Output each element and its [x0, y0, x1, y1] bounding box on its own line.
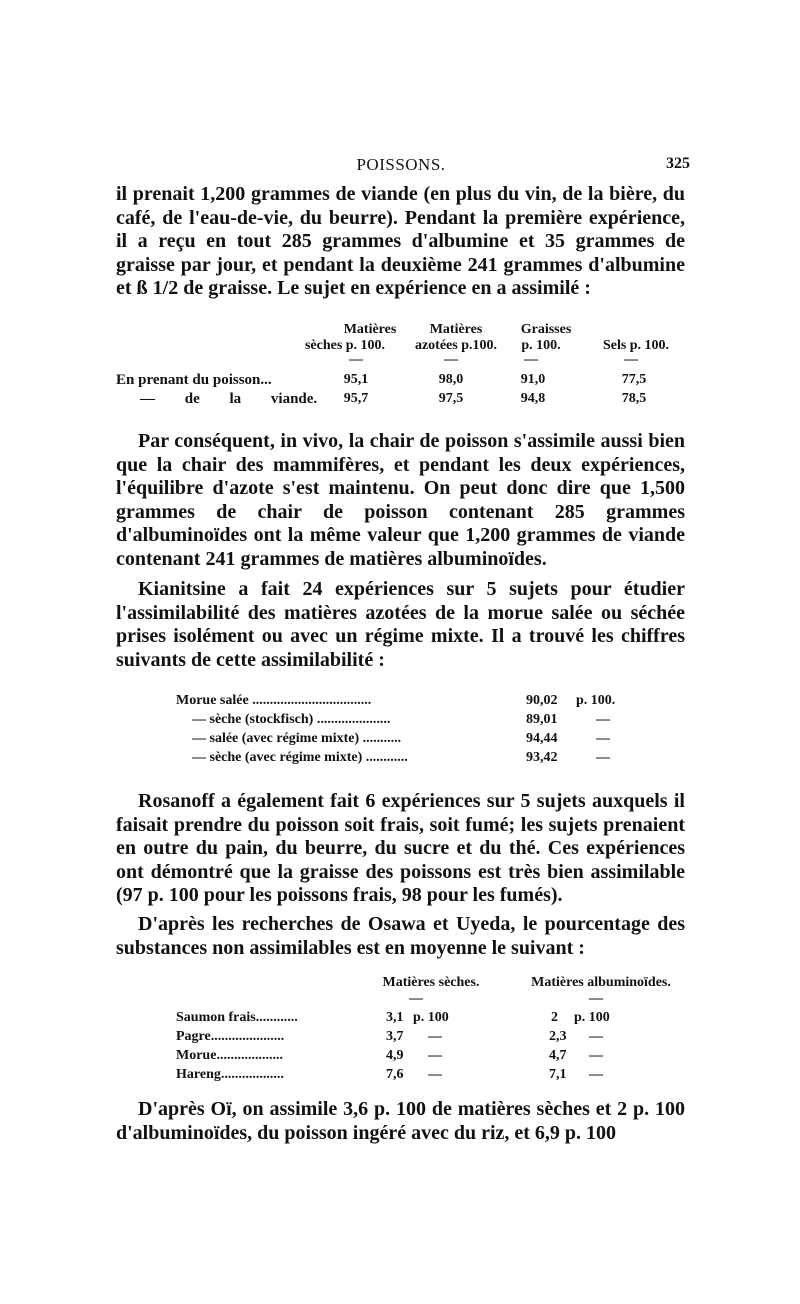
paragraph-1: il prenait 1,200 grammes de viande (en plus du vin, de la bière, du café, de l'eau-de-vie, du beurre). Pendant la première expérience, il a reçu en tout 285 grammes d'albumine et 35 grammes de graisse par jour, et pendant la deuxième 241 grammes d'albumine et ß 1/2 de graisse. Le sujet en expérience en a assimilé :: [116, 183, 685, 299]
header-col1-line1: Matières: [343, 322, 397, 337]
dash-col3: —: [524, 352, 538, 367]
header-col2-line2: azotées p.100.: [414, 338, 498, 353]
t2-row2-unit: —: [596, 712, 610, 727]
t3-header-col2: Matières albuminoïdes.: [531, 975, 671, 990]
header-col3-line2: p. 100.: [521, 338, 561, 353]
t2-row2: [192, 712, 516, 728]
t2-row3-leaders: ...........: [359, 731, 402, 746]
t2-row1-label: Morue salée: [176, 693, 249, 708]
t3-row3-u1: —: [428, 1048, 442, 1063]
t2-row3-label: — salée (avec régime mixte): [192, 731, 360, 746]
dash-col2: —: [444, 352, 458, 367]
t2-row4-value: 93,42: [526, 750, 558, 765]
t3-row1-v2: 2: [551, 1010, 558, 1025]
t3-row2-label: Pagre: [176, 1029, 211, 1044]
running-title: POISSONS.: [356, 155, 446, 174]
t3-dash-col2: —: [589, 991, 603, 1006]
t3-row2-v2: 2,3: [549, 1029, 567, 1044]
row1-label: En prenant du poisson...: [116, 372, 272, 388]
dash-col4: —: [624, 352, 638, 367]
t3-row1-u1: p. 100: [413, 1010, 449, 1025]
t3-row1-u2: p. 100: [574, 1010, 610, 1025]
row1-val1: 95,1: [343, 372, 369, 387]
assimilation-table: [116, 322, 688, 412]
page-header: [116, 155, 690, 179]
t3-header-col1: Matières sèches.: [382, 975, 480, 990]
t2-row4-leaders: ............: [362, 750, 408, 765]
t3-row4-u1: —: [428, 1067, 442, 1082]
t3-row2-u1: —: [428, 1029, 442, 1044]
t3-row1: [176, 1010, 376, 1026]
t3-dash-col1: —: [409, 991, 423, 1006]
row2-val1: 95,7: [343, 391, 369, 406]
dash-col1: —: [349, 352, 363, 367]
row1-val4: 77,5: [621, 372, 647, 387]
paragraph-5: D'après les recherches de Osawa et Uyeda, le pourcentage des substances non assimilables est en moyenne le suivant :: [116, 913, 685, 959]
t3-row3-leaders: ...................: [216, 1048, 283, 1063]
t2-row1: [176, 693, 516, 709]
t2-row4-label: — sèche (avec régime mixte): [192, 750, 363, 765]
t3-row2: [176, 1029, 376, 1045]
t3-row3: [176, 1048, 376, 1064]
page-number: 325: [666, 155, 690, 172]
header-col2-line1: Matières: [429, 322, 483, 337]
t3-row3-v2: 4,7: [549, 1048, 567, 1063]
t3-row2-u2: —: [589, 1029, 603, 1044]
t3-row1-leaders: ............: [255, 1010, 298, 1025]
t2-row1-leaders: ..................................: [248, 693, 372, 708]
t2-row2-leaders: .....................: [313, 712, 391, 727]
kianitsine-table: [176, 693, 636, 773]
paragraph-3: Kianitsine a fait 24 expériences sur 5 sujets pour étudier l'assimilabilité des matières azotées de la morue salée ou séchée prises isolément ou avec un régime mixte. Il a trouvé les chiffres suivants de cette assimilabilité :: [116, 578, 685, 671]
t3-row1-v1: 3,1: [386, 1010, 404, 1025]
t3-row4-label: Hareng: [176, 1067, 221, 1082]
t2-row1-value: 90,02: [526, 693, 558, 708]
t3-row2-leaders: .....................: [210, 1029, 285, 1044]
t3-row4-leaders: ..................: [220, 1067, 284, 1082]
row1-val3: 91,0: [520, 372, 546, 387]
t3-row4-u2: —: [589, 1067, 603, 1082]
header-col1-line2: sèches p. 100.: [304, 338, 386, 353]
row2-val3: 94,8: [520, 391, 546, 406]
t3-row3-u2: —: [589, 1048, 603, 1063]
t2-row2-label: — sèche (stockfisch): [192, 712, 314, 727]
t2-row3: [192, 731, 516, 747]
t3-row3-label: Morue: [176, 1048, 217, 1063]
t3-row4-v2: 7,1: [549, 1067, 567, 1082]
row1-val2: 98,0: [438, 372, 464, 387]
t2-row3-unit: —: [596, 731, 610, 746]
t2-row4-unit: —: [596, 750, 610, 765]
t2-row3-value: 94,44: [526, 731, 558, 746]
t2-row4: [192, 750, 516, 766]
t2-row1-unit: p. 100.: [576, 693, 616, 708]
t3-row2-v1: 3,7: [386, 1029, 404, 1044]
row2-val4: 78,5: [621, 391, 647, 406]
row2-val2: 97,5: [438, 391, 464, 406]
row2-label: — de la viande.: [140, 391, 318, 407]
header-col3-line1: Graisses: [520, 322, 572, 337]
t3-row4: [176, 1067, 376, 1083]
t3-row4-v1: 7,6: [386, 1067, 404, 1082]
t3-row3-v1: 4,9: [386, 1048, 404, 1063]
paragraph-2: Par conséquent, in vivo, la chair de poisson s'assimile aussi bien que la chair des mammifères, et pendant les deux expériences, l'équilibre d'azote s'est maintenu. On peut donc dire que 1,500 grammes de chair de poisson contenant 285 grammes d'albuminoïdes ont la même valeur que 1,200 grammes de viande contenant 241 grammes de matières albuminoïdes.: [116, 430, 685, 570]
t2-row2-value: 89,01: [526, 712, 558, 727]
header-col4-line2: Sels p. 100.: [602, 338, 670, 353]
osawa-uyeda-table: [176, 975, 696, 1085]
t3-row1-label: Saumon frais: [176, 1010, 256, 1025]
paragraph-4: Rosanoff a également fait 6 expériences sur 5 sujets auxquels il faisait prendre du poisson soit frais, soit fumé; les sujets prenaient en outre du pain, du beurre, du sucre et du thé. Ces expériences ont démontré que la graisse des poissons est très bien assimilable (97 p. 100 pour les poissons frais, 98 pour les fumés).: [116, 790, 685, 906]
paragraph-6: D'après Oï, on assimile 3,6 p. 100 de matières sèches et 2 p. 100 d'albuminoïdes, du poisson ingéré avec du riz, et 6,9 p. 100: [116, 1098, 685, 1144]
